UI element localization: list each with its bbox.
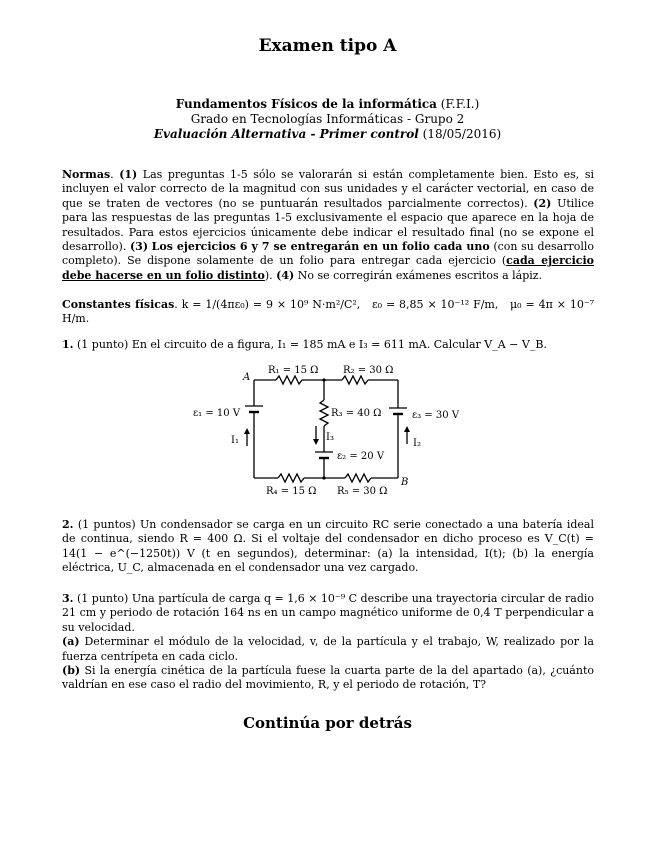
question-1-number: 1. (62, 338, 74, 351)
rule-3-underline: cada ejercicio debe hacerse en un folio distinto (62, 254, 594, 282)
question-3 (62, 592, 594, 693)
degree-line: Grado en Tecnologías Informáticas - Grupo 2 (190, 112, 465, 126)
question-2-number: 2. (62, 518, 74, 531)
rule-3-bold: Los ejercicios 6 y 7 se entregarán en un folio cada uno (151, 240, 490, 254)
rule-2-number: (2) (533, 196, 552, 210)
i1-label: I₁ (231, 435, 239, 446)
resistor-r4 (278, 474, 304, 482)
arrowhead-i3 (313, 439, 319, 445)
i2-label: I₂ (413, 438, 421, 449)
r5-label: R₅ = 30 Ω (337, 486, 388, 497)
rules-label: Normas (62, 168, 111, 181)
rule-1-number: (1) (119, 168, 138, 181)
r1-label: R₁ = 15 Ω (268, 365, 319, 376)
rule-4-number: (4) (276, 268, 295, 282)
question-1-text: (1 punto) En el circuito de a figura, I₁ = 185 mA e I₃ = 611 mA. Calcular V_A − V_B. (76, 338, 547, 351)
rule-3-number: (3) (129, 240, 149, 254)
question-3-number: 3. (62, 592, 74, 605)
constant-epsilon0: ε₀ = 8,85 × 10⁻¹² F/m, (371, 298, 499, 311)
e2-label: ε₂ = 20 V (337, 451, 385, 462)
node-b-label: B (401, 477, 409, 488)
junction (322, 476, 325, 479)
question-3b-text: Si la energía cinética de la partícula fuese la cuarta parte de la del apartado (a), ¿cuánto valdrían en ese caso el radio del movimiento, R, y el periodo de rotación, T? (62, 664, 594, 692)
r3-label: R₃ = 40 Ω (331, 408, 382, 419)
rule-4-text: No se corregirán exámenes escritos a lápiz. (297, 268, 543, 282)
resistor-r1 (276, 376, 302, 384)
question-3a-text: Determinar el módulo de la velocidad, v, de la partícula y el trabajo, W, realizado por la fuerza centrípeta en cada ciclo. (62, 635, 594, 663)
course-abbr: (F.F.I.) (440, 97, 480, 111)
arrowhead-i2 (404, 426, 410, 432)
question-3-text: (1 punto) Una partícula de carga q = 1,6 × 10⁻⁹ C describe una trayectoria circular de radio 21 cm y periodo de rotación 164 ns en un campo magnético uniforme de 0,4 T perpendicular a su velocidad. (62, 592, 594, 634)
e1-label: ε₁ = 10 V (193, 408, 241, 419)
i3-label: I₃ (326, 432, 334, 443)
constants-label: Constantes físicas (62, 298, 175, 311)
resistor-r2 (342, 376, 368, 384)
e3-label: ε₃ = 30 V (412, 410, 460, 421)
course-name: Fundamentos Físicos de la informática (175, 97, 437, 111)
question-3a-label: (a) (62, 635, 80, 649)
r2-label: R₂ = 30 Ω (343, 365, 394, 376)
constant-k: k = 1/(4πε₀) = 9 × 10⁹ N·m²/C², (181, 298, 361, 311)
question-2 (62, 518, 594, 576)
evaluation-name: Evaluación Alternativa - Primer control (153, 127, 419, 141)
r4-label: R₄ = 15 Ω (266, 486, 317, 497)
rule-3-text: (con su desarrollo completo). Se dispone solamente de un folio para entregar cada ejercicio (62, 240, 595, 268)
constants-line: Constantes físicas. k = 1/(4πε₀) = 9 × 10⁹ N·m²/C², ε₀ = 8,85 × 10⁻¹² F/m, μ₀ = 4π × 10⁻⁷ H/m. (62, 298, 595, 326)
continue-notice: Continúa por detrás (243, 714, 412, 732)
exam-date: (18/05/2016) (422, 127, 502, 141)
exam-title: Examen tipo A (258, 36, 397, 56)
arrowhead-i1 (244, 428, 250, 434)
resistor-r3 (320, 400, 328, 426)
resistor-r5 (345, 474, 371, 482)
constant-mu0: μ₀ = 4π × 10⁻⁷ H/m. (62, 298, 595, 326)
question-2-text: (1 puntos) Un condensador se carga en un circuito RC serie conectado a una batería ideal de continua, siendo R = 400 Ω. Si el voltaje del condensador en dicho proceso es V_C(t) = 14(1 − e^(−1250t)) V (t en segundos), determinar: (a) la intensidad, I(t); (b) la energía eléctrica, U_C, almacenada en el condensador una vez cargado. (62, 518, 594, 575)
rule-2-text: Utilice para las respuestas de las preguntas 1-5 exclusivamente el espacio que aparece en la hoja de resultados. Para estos ejercicios únicamente debe indicar el resultado final (no se expone el desarrollo). (62, 196, 594, 254)
rule-1-text: Las preguntas 1-5 sólo se valorarán si están completamente bien. Esto es, si incluyen el valor correcto de la magnitud con sus unidades y el carácter vectorial, en caso de que se traten de vectores (no se puntuarán resultados parcialmente correctos). (62, 168, 594, 210)
junction (322, 378, 325, 381)
question-3b-label: (b) (62, 664, 81, 678)
node-a-label: A (243, 372, 251, 383)
rules-paragraph: Normas. (1) Las preguntas 1-5 sólo se valorarán si están completamente bien. Esto es, si incluyen el valor correcto de la magnitud con sus unidades y el carácter vectorial, en caso de que se traten de vectores (no se puntuarán resultados parcialmente correctos). (2) Utilice para las respuestas de las preguntas 1-5 exclusivamente el espacio que aparece en la hoja de resultados. Para estos ejercicios únicamente debe indicar el resultado final (no se expone el desarrollo). (3) Los ejercicios 6 y 7 se entregarán en un folio cada uno (con su desarrollo completo). Se dispone solamente de un folio para entregar cada ejercicio (cada ejercicio debe hacerse en un folio distinto). (4) No se corregirán exámenes escritos a lápiz. (62, 168, 595, 282)
